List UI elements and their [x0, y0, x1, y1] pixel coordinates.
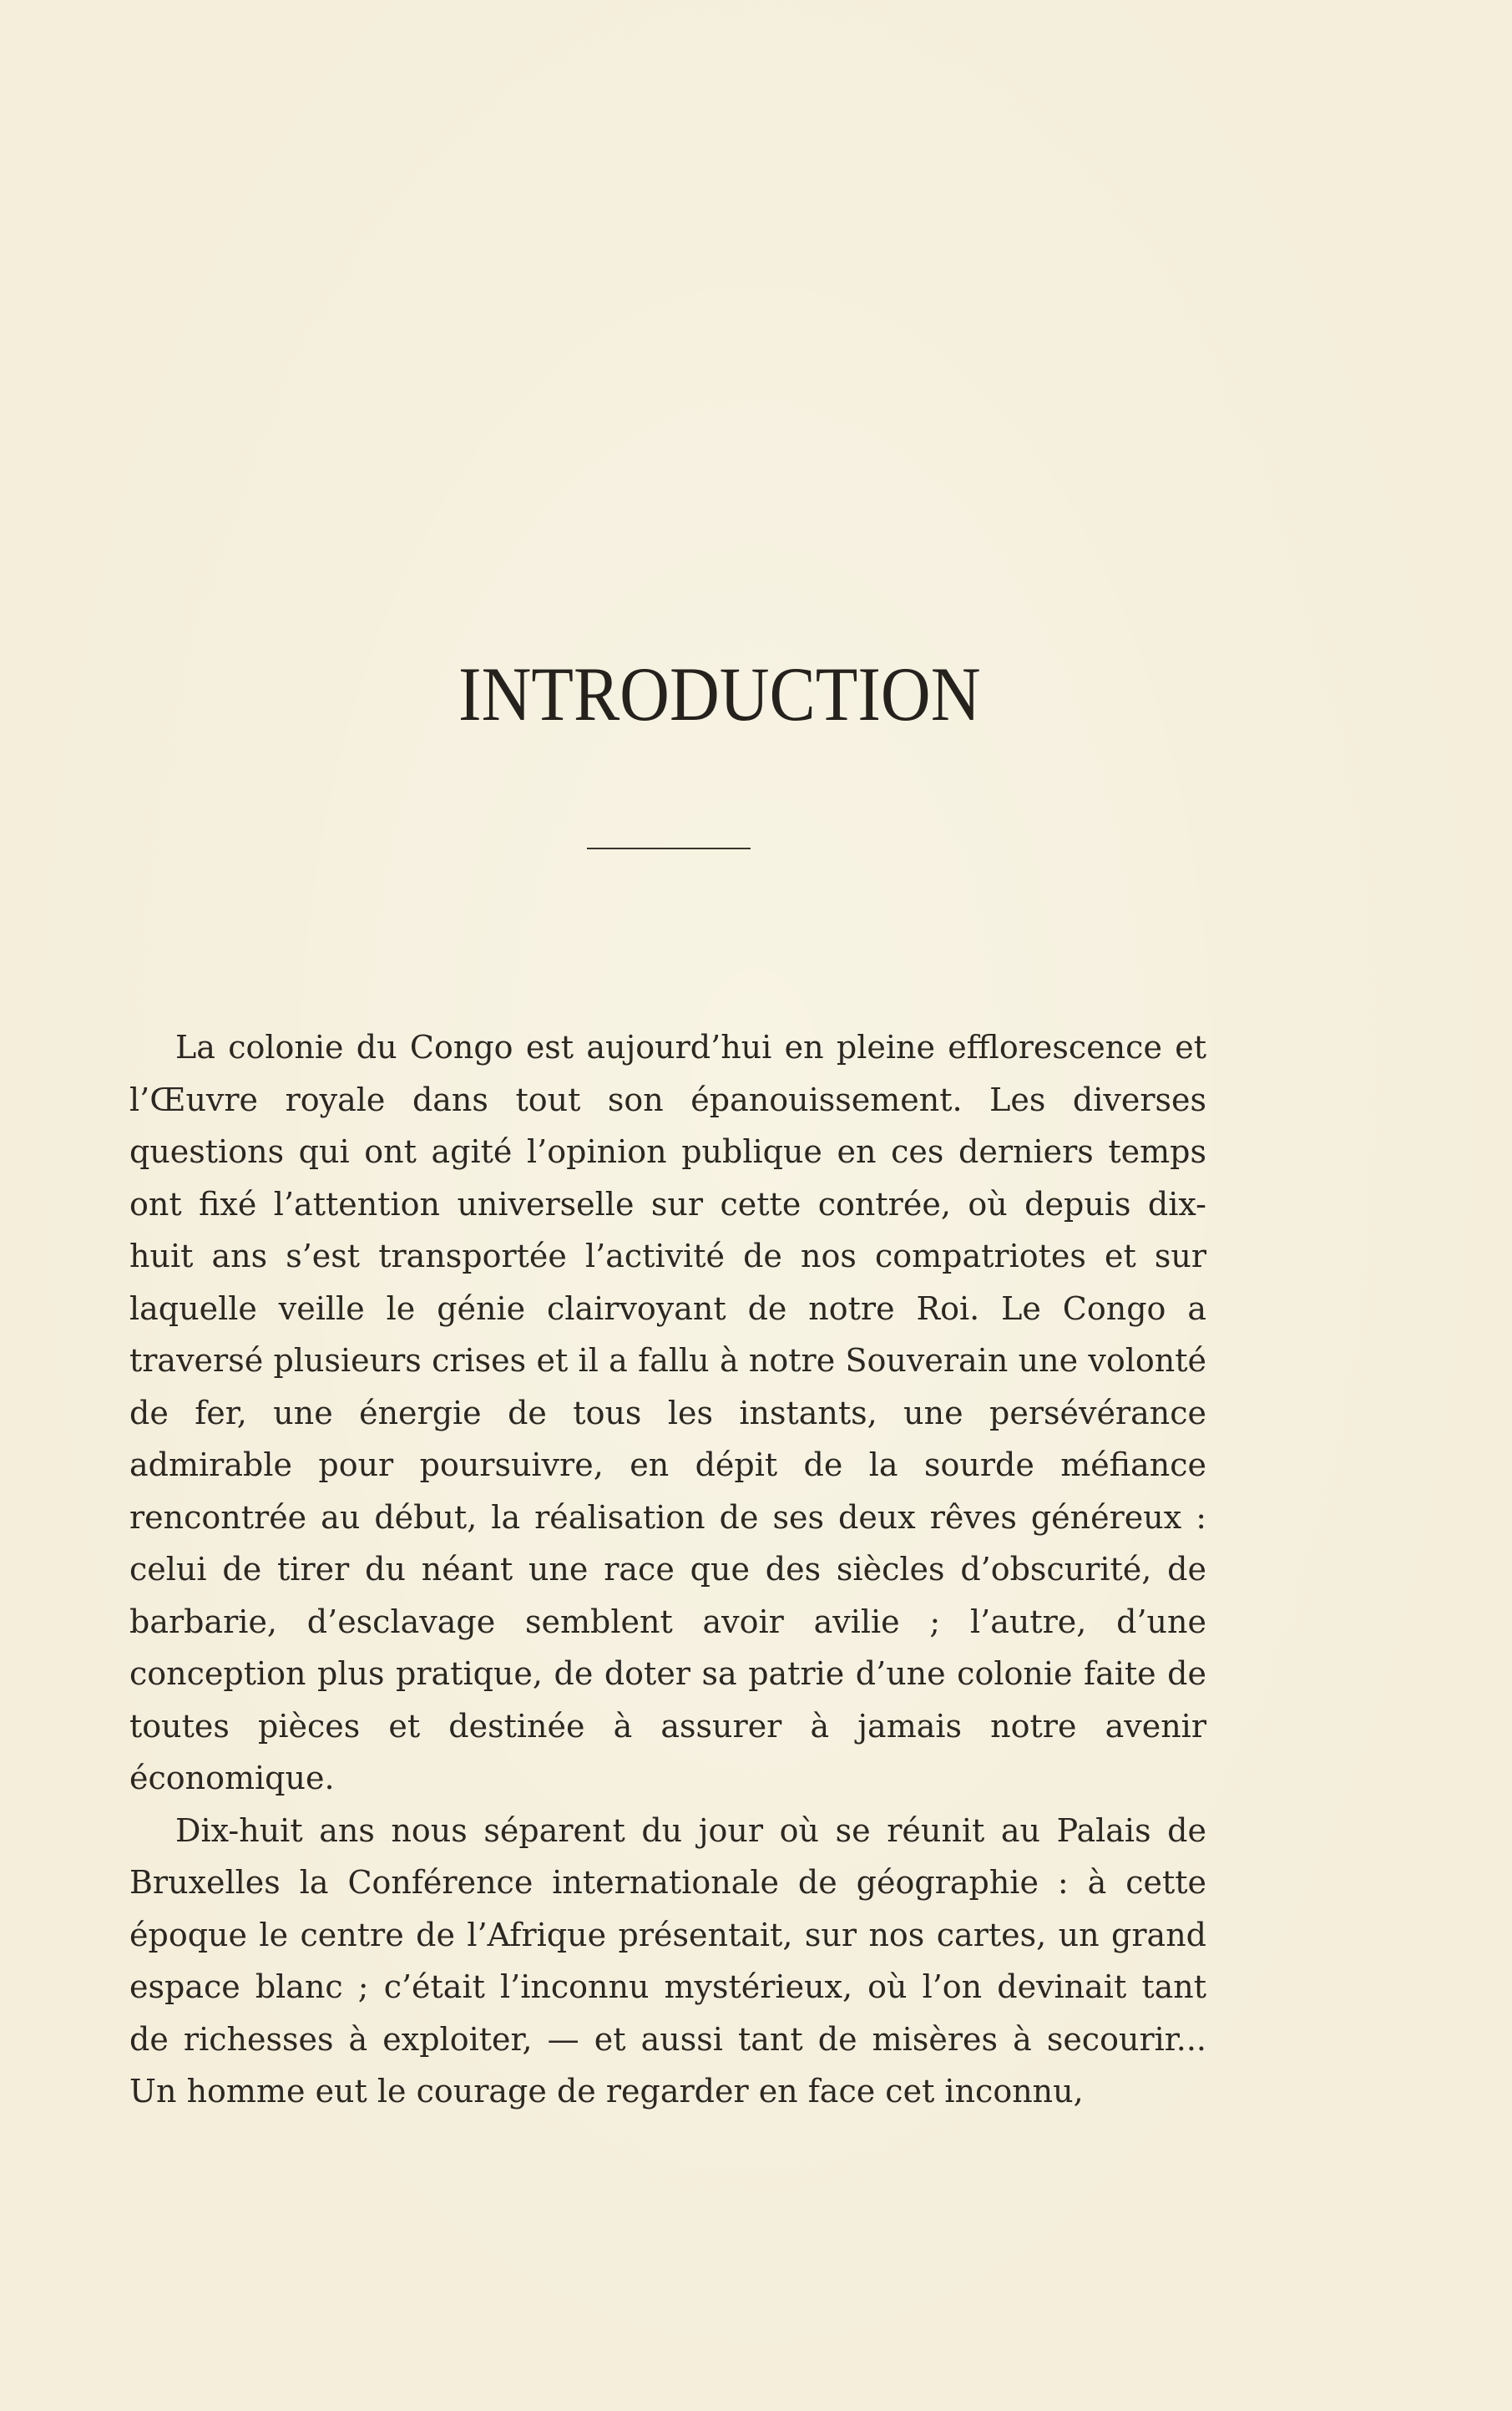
- paragraph-2: Dix-huit ans nous séparent du jour où se réunit au Palais de Bruxelles la Conférence internationale de géographie : à cette époque le centre de l’Afrique présentait, sur nos cartes, un grand espace blanc ; c’était l’inconnu mystérieux, où l’on devinait tant de richesses à exploiter, — et aussi tant de misères à secourir... Un homme eut le courage de regarder en face cet inconnu,: [129, 1811, 1206, 2110]
- paragraph-1: La colonie du Congo est aujourd’hui en pleine efflorescence et l’Œuvre royale dans tout son épanouissement. Les diverses questions qui ont agité l’opinion publique en ces derniers temps ont fixé l’attention universelle sur cette contrée, où depuis dix-huit ans s’est transportée l’activité de nos compatriotes et sur laquelle veille le génie clairvoyant de notre Roi. Le Congo a traversé plusieurs crises et il a fallu à notre Souverain une volonté de fer, une énergie de tous les instants, une persévérance admirable pour poursuivre, en dépit de la sourde méfiance rencontrée au début, la réalisation de ses deux rêves généreux : celui de tirer du néant une race que des siècles d’obscurité, de barbarie, d’esclavage semblent avoir avilie ; l’autre, d’une conception plus pratique, de doter sa patrie d’une colonie faite de toutes pièces et destinée à assurer à jamais notre avenir économique.: [129, 1029, 1206, 1796]
- title-divider: [587, 848, 751, 849]
- body-text: [129, 1021, 1206, 2118]
- page-title: INTRODUCTION: [458, 651, 981, 737]
